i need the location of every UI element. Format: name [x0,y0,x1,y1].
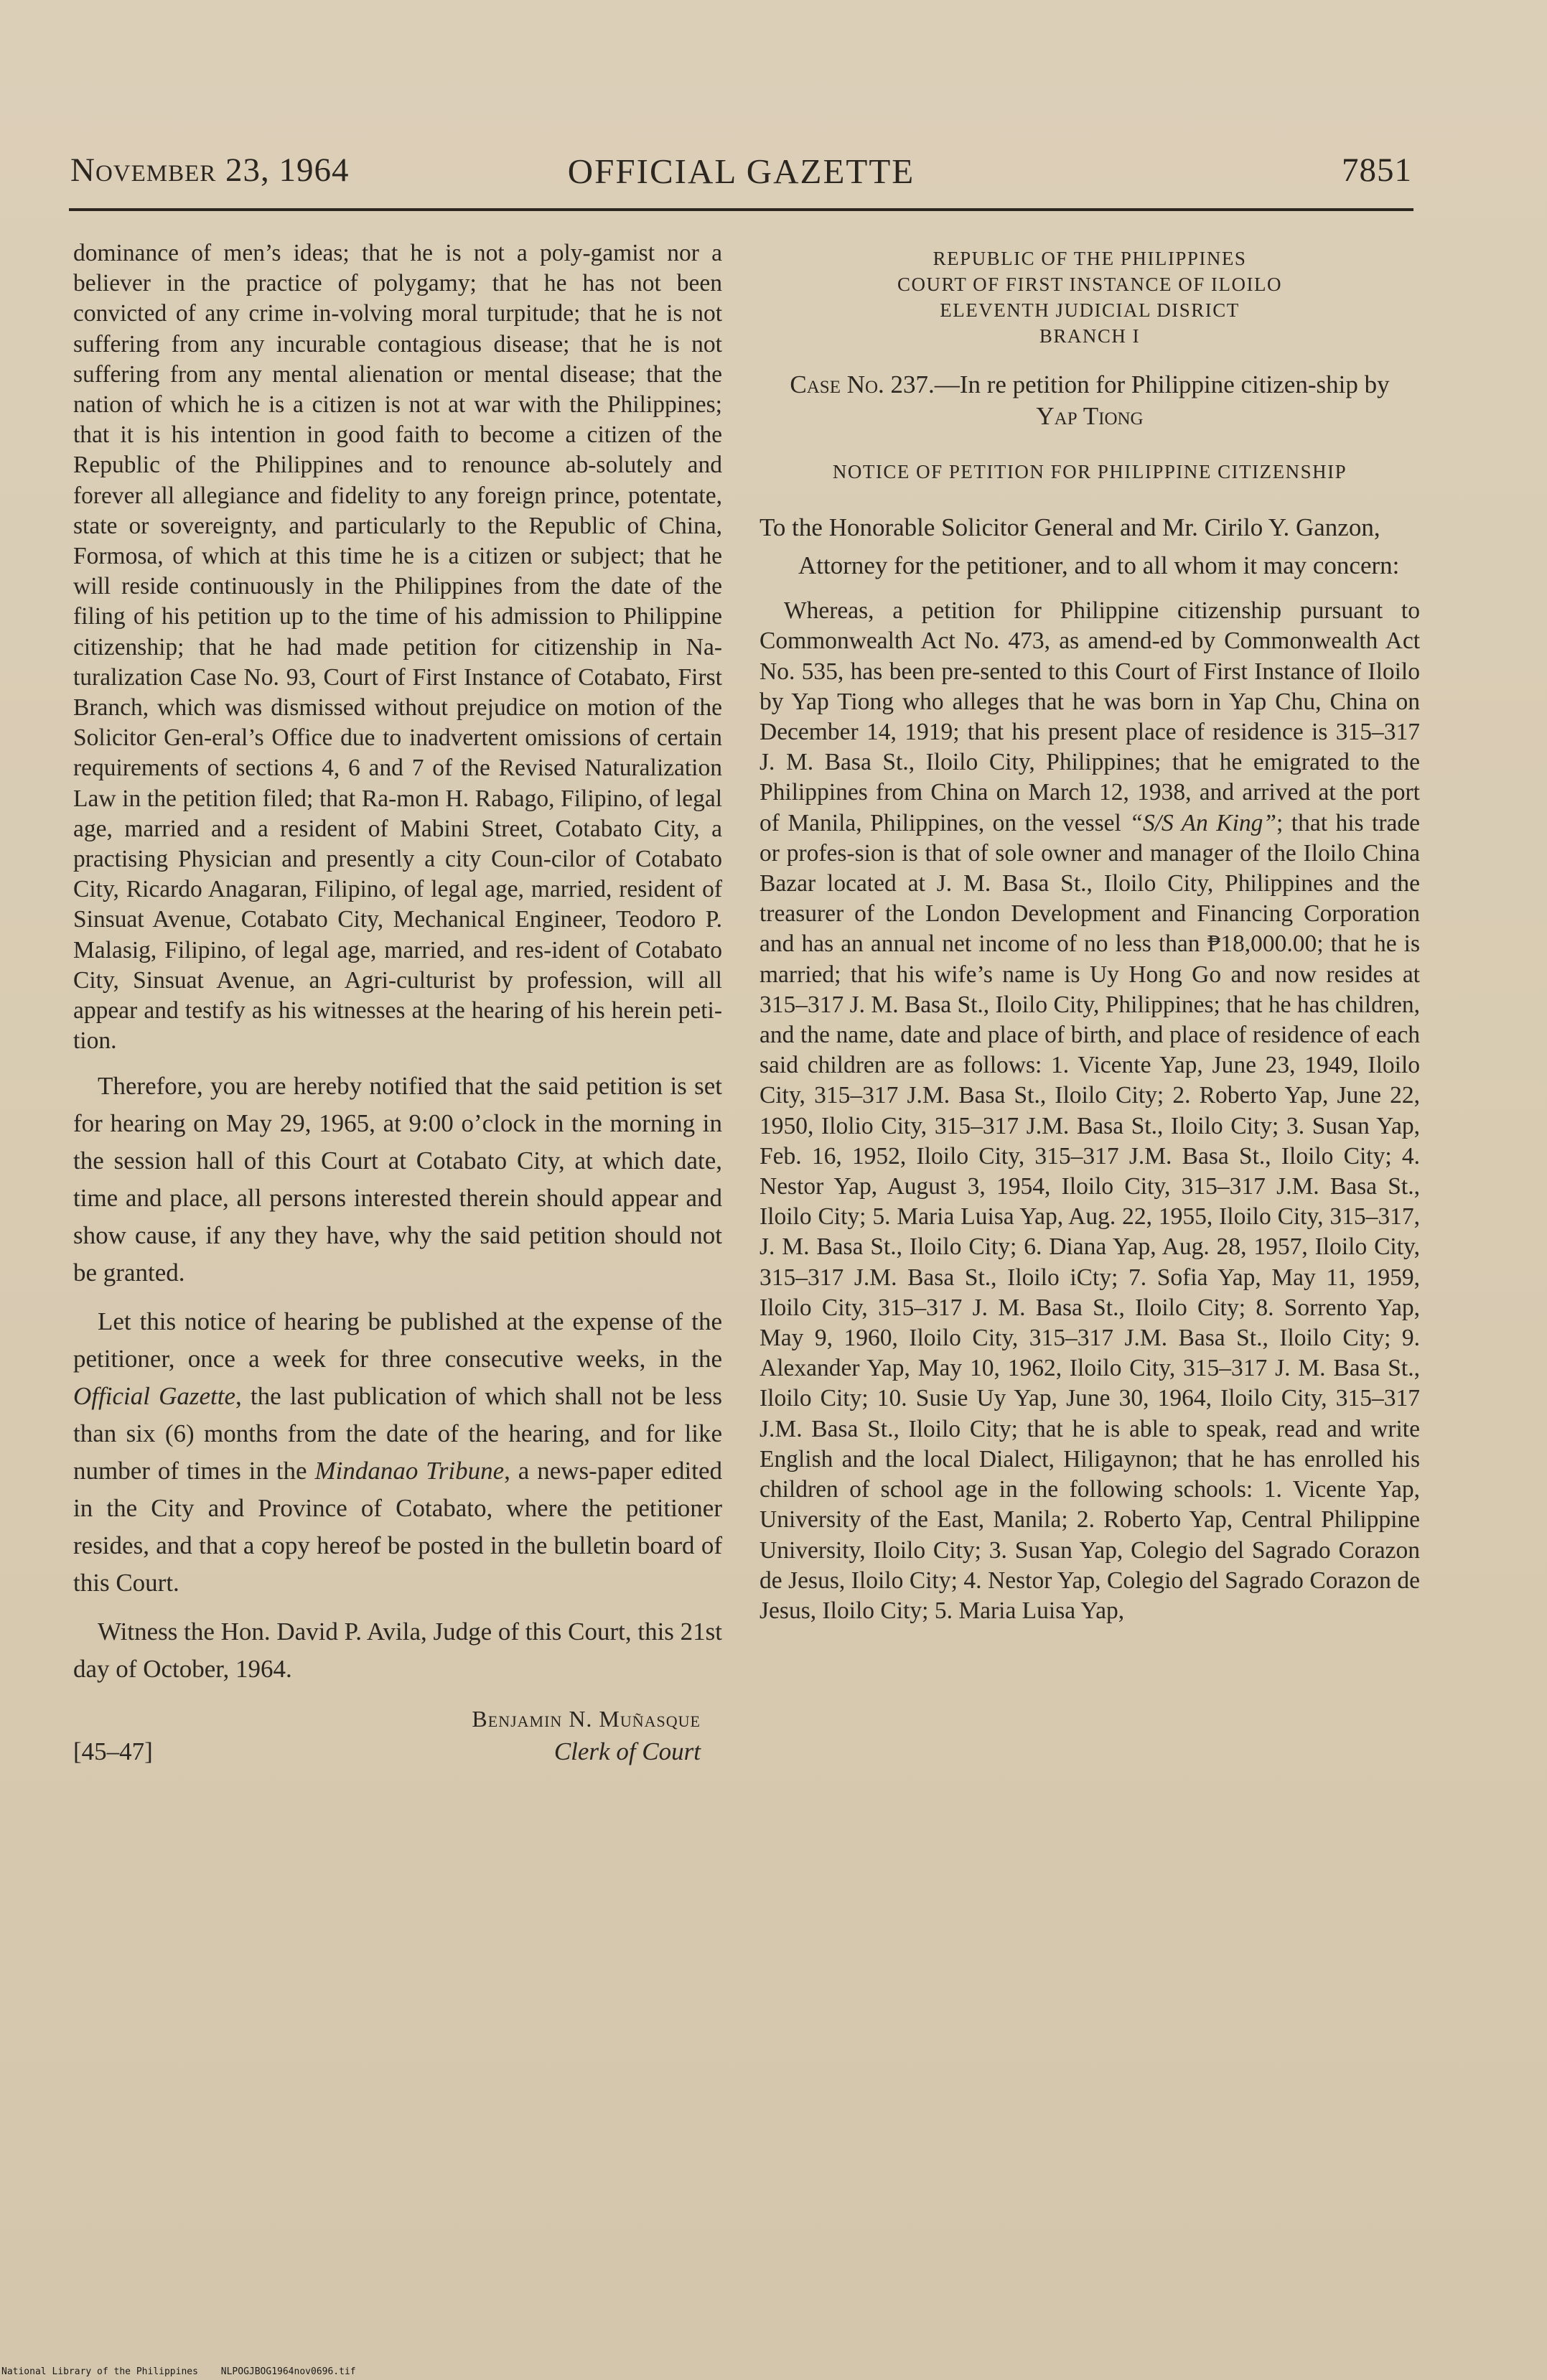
official-gazette-ref: Official Gazette [73,1382,235,1411]
page-number: 7851 [1342,151,1412,189]
case-description: —In re petition for Philippine citizen-ship by [934,370,1390,398]
issue-reference: [45–47] [73,1737,153,1766]
left-column [73,238,722,1783]
signature-block [73,1704,722,1783]
header-rule [69,208,1413,211]
petition-body-text-a: Whereas, a petition for Philippine citizenship pursuant to Commonwealth Act No. 473, as amend-ed by Commonwealth Act No. 535, has been pre-sented to this Court of First Instance of Iloilo by Yap Tiong who alleges that he was born in Yap Chu, China on December 14, 1919; that his present place of residence is 315–317 J. M. Basa St., Iloilo City, Philippines; that he emigrated to the Philippines from China on March 12, 1938, and arrived at the port of Manila, Philippines, on the vessel [760,597,1420,836]
court-heading-line: REPUBLIC OF THE PHILIPPINES [933,248,1247,269]
petitioner-name: Yap Tiong [1036,402,1144,430]
mindanao-tribune-ref: Mindanao Tribune [314,1457,505,1485]
vessel-name: “S/S An King” [1129,809,1277,836]
library-credit: National Library of the Philippines [1,2366,198,2377]
notice-address: To the Honorable Solicitor General and Mr. Cirilo Y. Ganzon, Attorney for the petitioner, and to all whom it may concern: [760,513,1400,580]
clerk-title: Clerk of Court [553,1737,701,1766]
publication-order-text-c: , a news-paper edited in the City and Province of Cotabato, where the petitioner resides, and that a copy hereof be posted in the bulletin board of this Court. [73,1457,722,1597]
header-date: November 23, 1964 [70,151,350,189]
publication-order-text-b: , the last publication of which shall not be less than six (6) months from the date of the hearing, and for like number of times in the [73,1382,722,1485]
court-heading [760,246,1420,349]
petition-body-text-b: ; that his trade or profes-sion is that of sole owner and manager of the Iloilo China Bazar located at J. M. Basa St., Iloilo City, Philippines and the treasurer of the London Development and Financing Corporation and has an annual net income of no less than ₱18,000.00; that he is married; that his wife’s name is Uy Hong Go and now resides at 315–317 J. M. Basa St., Iloilo City, Philippines; that he has children, and the name, date and place of birth, and place of residence of each said children are as follows: 1. Vicente Yap, June 23, 1949, Iloilo City, 315–317 J.M. Basa St., Iloilo City; 2. Roberto Yap, June 22, 1950, Ilolio City, 315–317 J.M. Basa St., Iloilo City; 3. Susan Yap, Feb. 16, 1952, Iloilo City, 315–317 J.M. Basa St., Iloilo City; 4. Nestor Yap, August 3, 1954, Iloilo City, 315–317 J.M. Basa St., Iloilo City; 5. Maria Luisa Yap, Aug. 22, 1955, Iloilo City, 315–317, J. M. Basa St., Iloilo City; 6. Diana Yap, Aug. 28, 1957, Iloilo City, 315–317 J.M. Basa St., Iloilo iCty; 7. Sofia Yap, May 11, 1959, Iloilo City, 315–317 J. M. Basa St., Iloilo City; 8. Sorrento Yap, May 9, 1960, Iloilo City, 315–317 J.M. Basa St., Iloilo City; 9. Alexander Yap, May 10, 1962, Iloilo City, 315–317 J. M. Basa St., Iloilo City; 10. Susie Uy Yap, June 30, 1964, Iloilo City, 315–317 J.M. Basa St., Iloilo City; that he is able to speak, read and write English and the local Dialect, Hiligaynon; that he has enrolled his children of school age in the following schools: 1. Vicente Yap, University of the East, Manila; 2. Roberto Yap, Central Philippine University, Iloilo City; 3. Susan Yap, Colegio del Sagrado Corazon de Jesus, Iloilo City; 4. Nestor Yap, Colegio del Sagrado Corazon de Jesus, Iloilo City; 5. Maria Luisa Yap, [760,809,1420,1624]
scan-filename: NLPOGJBOG1964nov0696.tif [220,2366,356,2377]
right-column [760,238,1420,1626]
case-title [760,369,1420,432]
continued-paragraph: dominance of men’s ideas; that he is not a poly-gamist nor a believer in the practice of polygamy; that he has not been convicted of any crime in-volving moral turpitude; that he is not suffering from any incurable contagious disease; that he is not suffering from any mental alienation or mental disease; that the nation of which he is a citizen is not at war with the Philippines; that it is his intention in good faith to become a citizen of the Republic of the Philippines and to renounce ab-solutely and forever all allegiance and fidelity to any foreign prince, potentate, state or sovereignty, and particularly to the Republic of China, Formosa, of which at this time he is a citizen or subject; that he will reside continuously in the Philippines from the date of the filing of his petition up to the time of his admission to Philippine citizenship; that he had made petition for citizenship in Na-turalization Case No. 93, Court of First Instance of Cotabato, First Branch, which was dismissed without prejudice on motion of the Solicitor Gen-eral’s Office due to inadvertent omissions of certain requirements of sections 4, 6 and 7 of the Revised Naturalization Law in the petition filed; that Ra-mon H. Rabago, Filipino, of legal age, married and a resident of Mabini Street, Cotabato City, a practising Physician and presently a city Coun-cilor of Cotabato City, Ricardo Anagaran, Filipino, of legal age, married, resident of Sinsuat Avenue, Cotabato City, Mechanical Engineer, Teodoro P. Malasig, Filipino, of legal age, married, and res-ident of Cotabato City, Sinsuat Avenue, an Agri-culturist by profession, will all appear and testify as his witnesses at the hearing of his herein peti-tion. [73,240,722,1055]
hearing-notice-paragraph: Therefore, you are hereby notified that the said petition is set for hearing on May 29, 1965, at 9:00 o’clock in the morning in the session hall of this Court at Cotabato City, at which date, time and place, all persons interested therein should appear and show cause, if any they have, why the said petition should not be granted. [73,1072,722,1287]
publication-order-text-a: Let this notice of hearing be published at the expense of the petitioner, once a week for three consecutive weeks, in the [73,1307,722,1373]
court-heading-line: BRANCH I [1039,325,1141,347]
publication-order-paragraph [73,1303,722,1602]
petition-body [760,596,1420,1626]
court-heading-line: ELEVENTH JUDICIAL DISRICT [940,299,1240,321]
publication-title: OFFICIAL GAZETTE [567,151,915,191]
notice-title: NOTICE OF PETITION FOR PHILIPPINE CITIZENSHIP [832,461,1347,482]
witness-paragraph: Witness the Hon. David P. Avila, Judge of this Court, this 21st day of October, 1964. [73,1618,723,1684]
scan-footer [1,2366,373,2377]
clerk-name: Benjamin N. Muñasque [472,1706,701,1732]
page-header [70,151,1412,201]
case-number: Case No. 237. [790,370,935,398]
court-heading-line: COURT OF FIRST INSTANCE OF ILOILO [897,274,1282,295]
